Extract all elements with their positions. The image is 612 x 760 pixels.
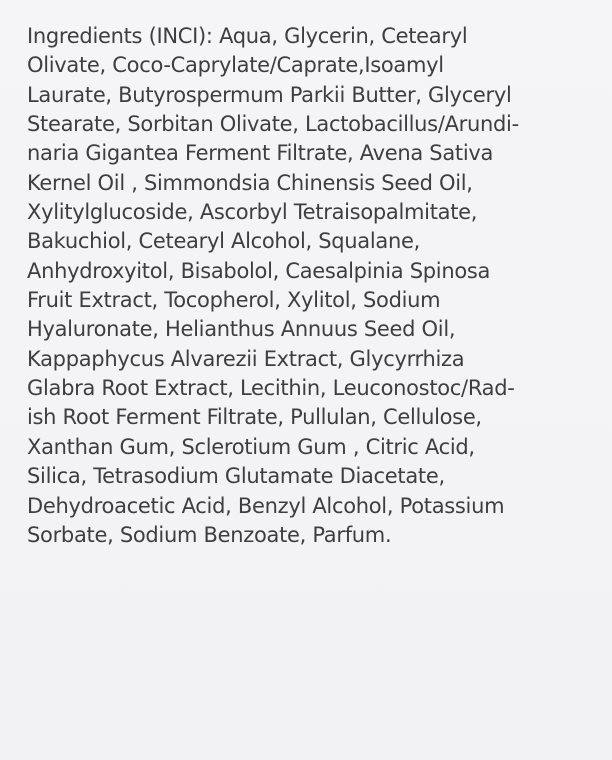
ingredients-line: Silica, Tetrasodium Glutamate Diacetate,: [27, 464, 445, 489]
ingredients-line: Dehydroacetic Acid, Benzyl Alcohol, Potassium: [27, 493, 505, 518]
ingredients-line: Fruit Extract, Tocopherol, Xylitol, Sodium: [27, 288, 441, 313]
ingredients-line: Olivate, Coco-Caprylate/Caprate,Isoamyl: [27, 53, 444, 78]
ingredients-line: Sorbate, Sodium Benzoate, Parfum.: [27, 522, 392, 547]
ingredients-line: Bakuchiol, Cetearyl Alcohol, Squalane,: [27, 229, 420, 254]
ingredients-line: Xanthan Gum, Sclerotium Gum , Citric Acid,: [27, 434, 475, 459]
ingredients-line: Laurate, Butyrospermum Parkii Butter, Glyceryl: [27, 82, 512, 107]
ingredients-list: [27, 22, 592, 550]
ingredients-line: naria Gigantea Ferment Filtrate, Avena Sativa: [27, 141, 494, 166]
ingredients-line: Anhydroxyitol, Bisabolol, Caesalpinia Spinosa: [27, 258, 491, 283]
ingredients-line: Hyaluronate, Helianthus Annuus Seed Oil,: [27, 317, 456, 342]
ingredients-line: Glabra Root Extract, Lecithin, Leuconostoc/Rad-: [27, 376, 515, 401]
ingredients-line: Kappaphycus Alvarezii Extract, Glycyrrhiza: [27, 346, 465, 371]
ingredients-line: Kernel Oil , Simmondsia Chinensis Seed Oil,: [27, 170, 473, 195]
ingredients-line: Ingredients (INCI): Aqua, Glycerin, Cetearyl: [27, 24, 468, 48]
ingredients-line: ish Root Ferment Filtrate, Pullulan, Cellulose,: [27, 405, 482, 430]
ingredients-line: Stearate, Sorbitan Olivate, Lactobacillus/Arundi-: [27, 112, 519, 137]
ingredients-line: Xylitylglucoside, Ascorbyl Tetraisopalmitate,: [27, 200, 478, 225]
